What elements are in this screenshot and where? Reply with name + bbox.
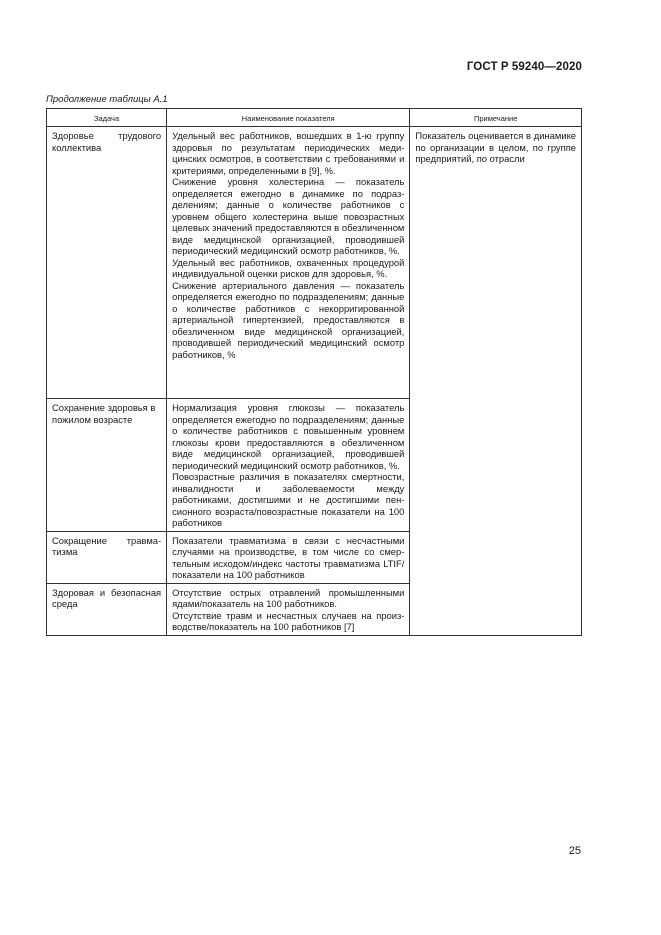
- task-cell: Сокращение травматизма: [47, 531, 167, 583]
- indicator-text: Нормализация уровня глюкозы — показатель определяется ежегодно по подразделениям; данные о количестве работников с повышенным уровнем глюкозы крови предоставляются в обезличенном виде медицинской организацией, проводившей периодический медицинский осмотр работников, %.: [172, 402, 405, 471]
- indicators-table: [46, 108, 582, 636]
- task-cell: Здоровье трудового коллектива: [47, 127, 167, 399]
- table-caption: Продолжение таблицы А.1: [46, 94, 168, 105]
- indicator-cell: [167, 583, 410, 635]
- indicator-text: Показатели травматизма в связи с несчастными случаями на производстве, в том числе со смертельным исходом/индекс частоты травматизма LTIF/показатели на 100 работников: [172, 534, 405, 580]
- note-cell: Показатель оценивается в динамике по организации в целом, по группе предприятий, по отрасли: [410, 127, 582, 636]
- indicator-cell: [167, 531, 410, 583]
- indicator-text: Удельный вес работников, вошедших в 1-ю группу здоровья по результатам периодических медицинских осмотров, в соответствии с требованиями и критериями, определенными в [9], %.: [172, 130, 405, 176]
- document-standard-header: ГОСТ Р 59240—2020: [466, 61, 582, 73]
- column-header-note: Примечание: [410, 109, 582, 127]
- indicator-text: Отсутствие острых отравлений промышленными ядами/показатель на 100 работников.: [172, 586, 405, 609]
- task-cell: Сохранение здоровья в пожилом возрасте: [47, 399, 167, 532]
- table-header-row: [47, 109, 582, 127]
- column-header-task: Задача: [47, 109, 167, 127]
- task-cell: Здоровая и безопасная среда: [47, 583, 167, 635]
- indicator-cell: [167, 127, 410, 399]
- indicator-text: Отсутствие травм и несчастных случаев на производстве/показатель на 100 работников [7]: [172, 609, 405, 632]
- indicator-text: Удельный вес работников, охваченных процедурой индивидуальной оценки рисков для здоровья, %.: [172, 256, 405, 279]
- indicator-cell: [167, 399, 410, 532]
- indicator-text: Повозрастные различия в показателях смертности, инвалидности и заболеваемости между работниками, достигшими и не достигшими пенсионного возраста/повозрастные показатели на 100 работников: [172, 471, 405, 528]
- indicator-text: Снижение уровня холестерина — показатель определяется ежегодно в динамике по подразделениям; данные о количестве работников с уровнем общего холестерина выше повозрастных целевых значений предоставляются в обезличенном виде медицинской организацией, проводившей периодический медицинский осмотр работников, %.: [172, 176, 405, 256]
- table-row: [47, 127, 582, 399]
- page-number: 25: [568, 845, 581, 857]
- column-header-indicator: Наименование показателя: [167, 109, 410, 127]
- indicator-text: Снижение артериального давления — показатель определяется ежегодно по подразделениям; данные о количестве работников с некорригированной артериальной гипертензией, предоставляются в обезличенном виде медицинской организацией, проводившей периодический медицинский осмотр работников, %: [172, 279, 405, 360]
